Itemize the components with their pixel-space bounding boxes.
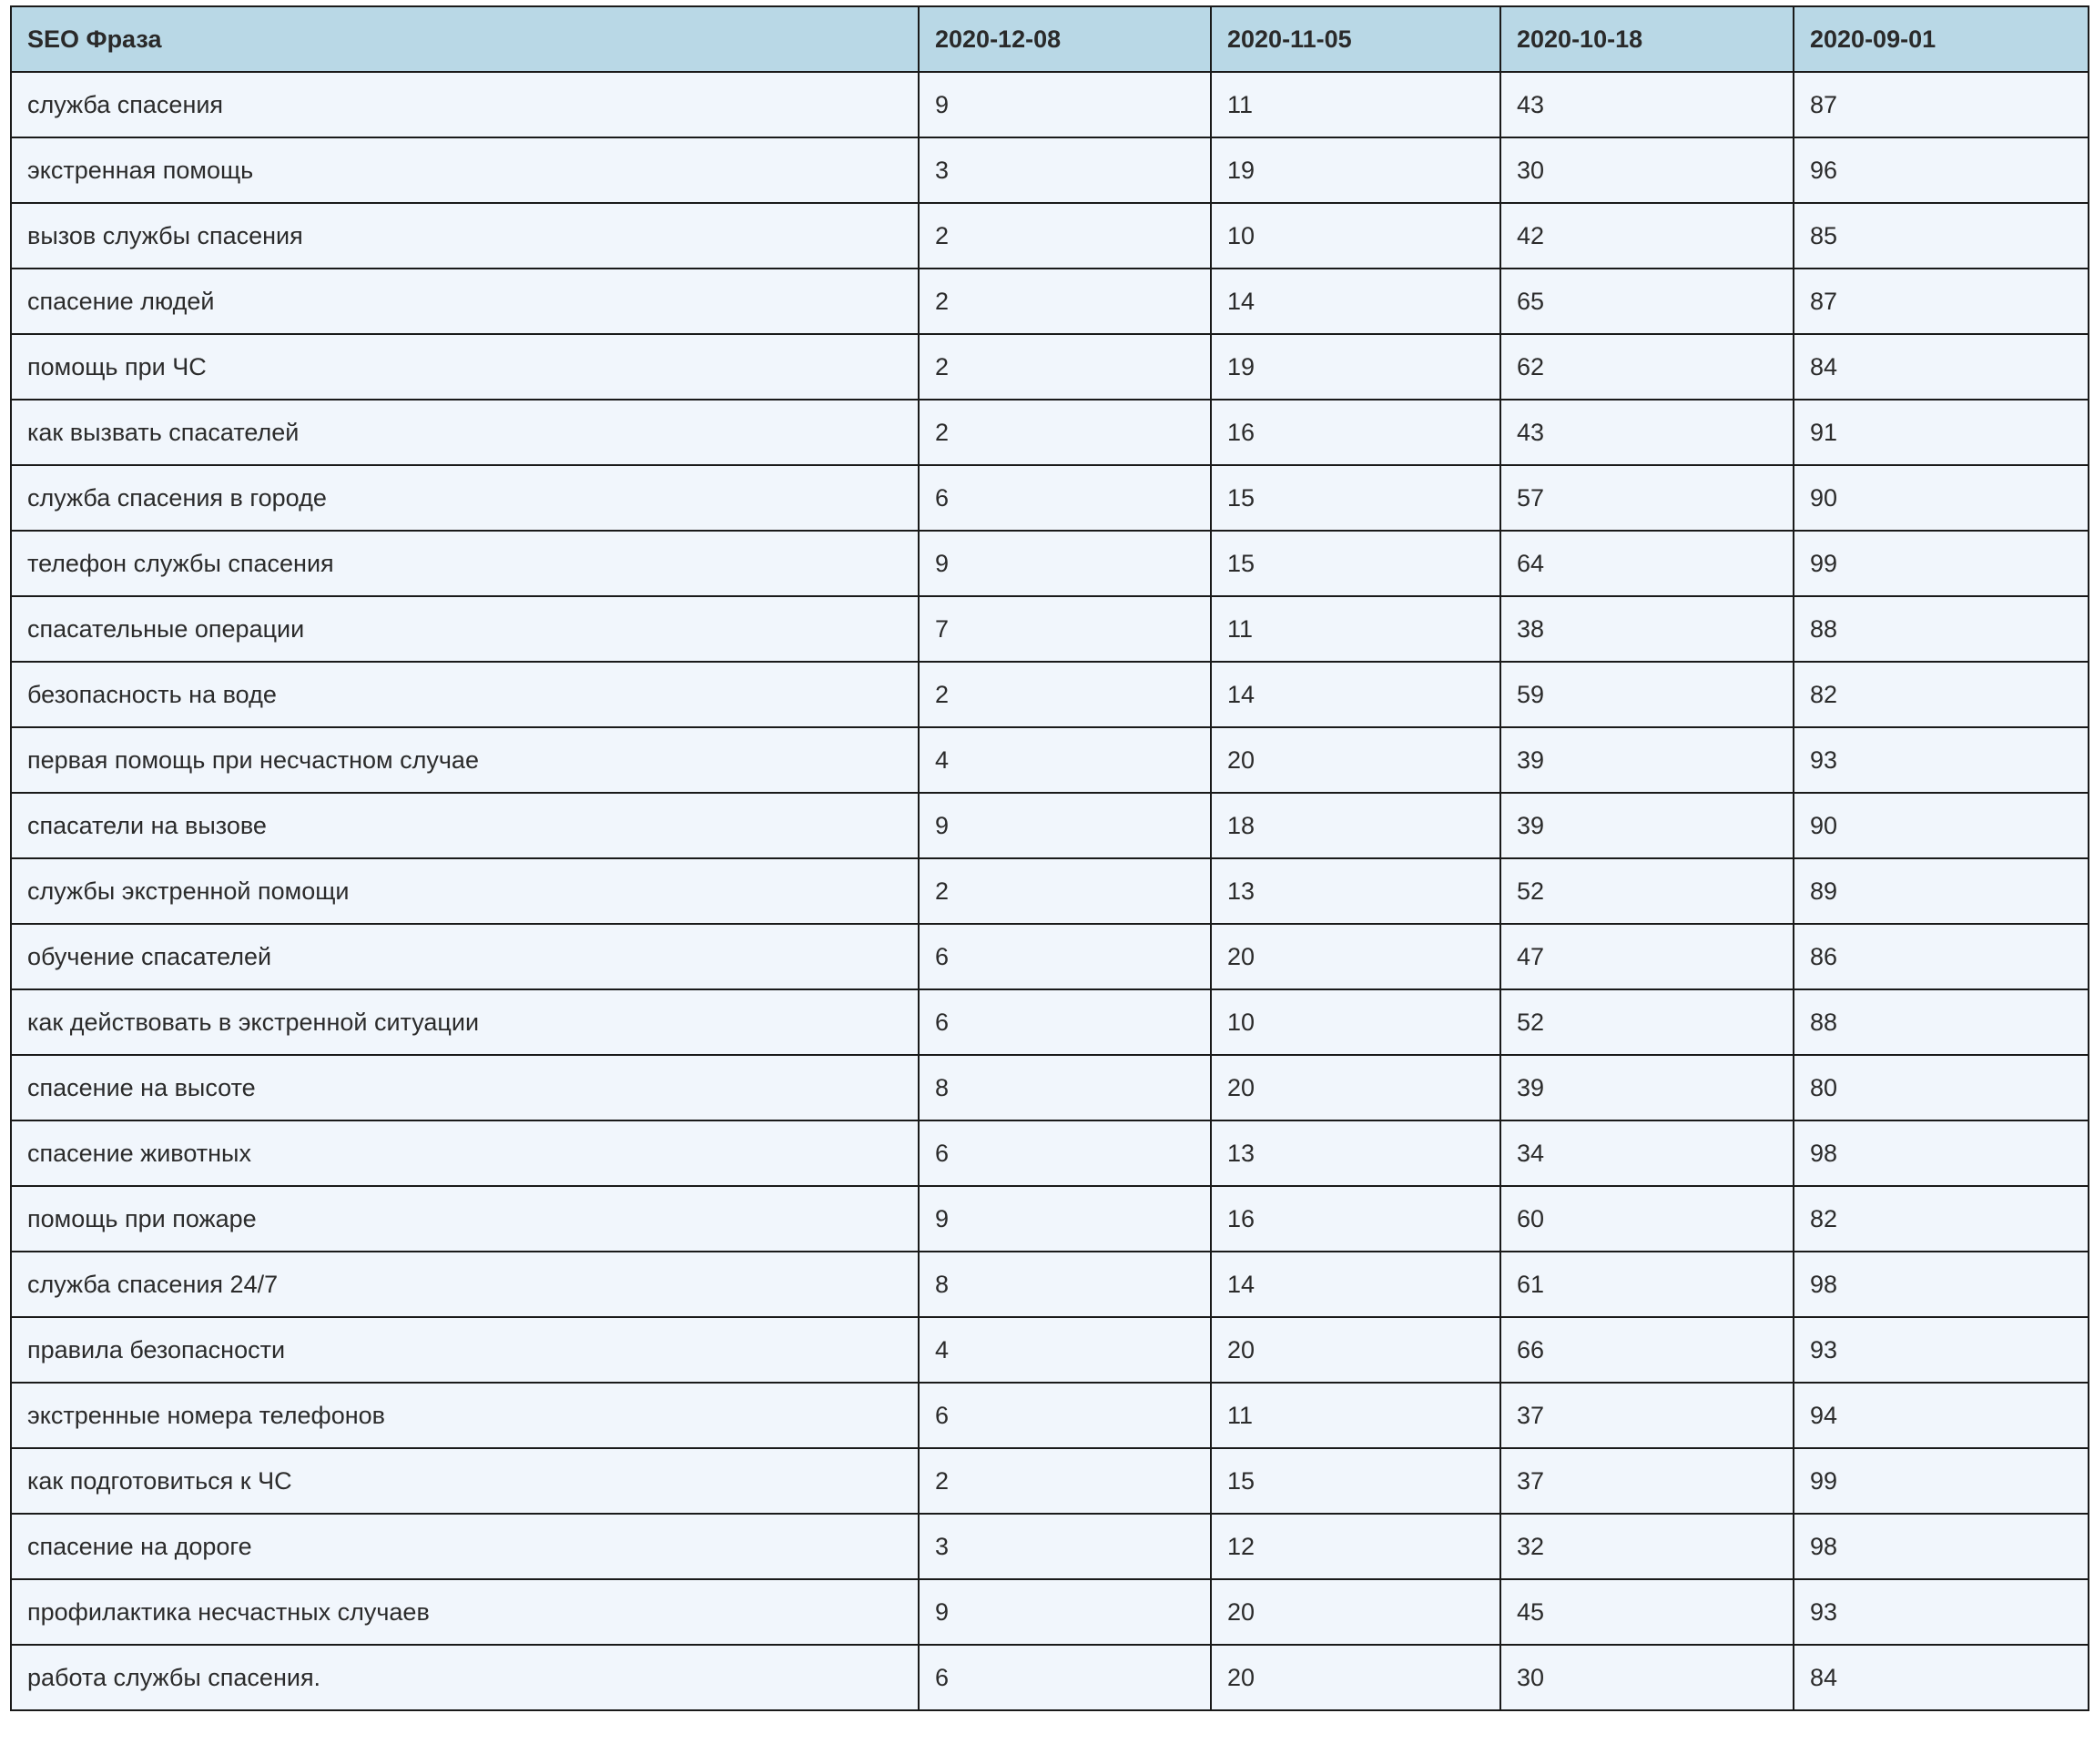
position-cell: 90 bbox=[1794, 465, 2089, 531]
table-row bbox=[11, 1186, 2089, 1252]
table-row bbox=[11, 793, 2089, 858]
position-cell: 2 bbox=[919, 858, 1211, 924]
position-cell: 9 bbox=[919, 1186, 1211, 1252]
table-row bbox=[11, 269, 2089, 334]
seo-phrase-cell: спасатели на вызове bbox=[11, 793, 919, 858]
position-cell: 86 bbox=[1794, 924, 2089, 989]
position-cell: 96 bbox=[1794, 137, 2089, 203]
position-cell: 88 bbox=[1794, 596, 2089, 662]
position-cell: 99 bbox=[1794, 1448, 2089, 1514]
seo-phrase-cell: как действовать в экстренной ситуации bbox=[11, 989, 919, 1055]
position-cell: 34 bbox=[1500, 1120, 1794, 1186]
position-cell: 9 bbox=[919, 531, 1211, 596]
position-cell: 84 bbox=[1794, 1645, 2089, 1710]
position-cell: 60 bbox=[1500, 1186, 1794, 1252]
position-cell: 98 bbox=[1794, 1514, 2089, 1579]
table-row bbox=[11, 1514, 2089, 1579]
position-cell: 98 bbox=[1794, 1120, 2089, 1186]
position-cell: 30 bbox=[1500, 1645, 1794, 1710]
seo-phrase-cell: спасение людей bbox=[11, 269, 919, 334]
position-cell: 6 bbox=[919, 465, 1211, 531]
position-cell: 7 bbox=[919, 596, 1211, 662]
position-cell: 89 bbox=[1794, 858, 2089, 924]
table-row bbox=[11, 596, 2089, 662]
position-cell: 39 bbox=[1500, 793, 1794, 858]
table-row bbox=[11, 1645, 2089, 1710]
table-row bbox=[11, 334, 2089, 400]
position-cell: 16 bbox=[1211, 1186, 1500, 1252]
position-cell: 80 bbox=[1794, 1055, 2089, 1120]
position-cell: 20 bbox=[1211, 924, 1500, 989]
seo-positions-table bbox=[10, 5, 2089, 1711]
position-cell: 65 bbox=[1500, 269, 1794, 334]
seo-phrase-cell: спасение на высоте bbox=[11, 1055, 919, 1120]
position-cell: 11 bbox=[1211, 596, 1500, 662]
column-header-date: 2020-09-01 bbox=[1794, 6, 2089, 72]
position-cell: 87 bbox=[1794, 269, 2089, 334]
position-cell: 15 bbox=[1211, 465, 1500, 531]
seo-phrase-cell: экстренная помощь bbox=[11, 137, 919, 203]
seo-phrase-cell: правила безопасности bbox=[11, 1317, 919, 1383]
seo-phrase-cell: служба спасения 24/7 bbox=[11, 1252, 919, 1317]
position-cell: 82 bbox=[1794, 1186, 2089, 1252]
seo-phrase-cell: обучение спасателей bbox=[11, 924, 919, 989]
position-cell: 10 bbox=[1211, 989, 1500, 1055]
position-cell: 3 bbox=[919, 137, 1211, 203]
table-row bbox=[11, 1579, 2089, 1645]
position-cell: 45 bbox=[1500, 1579, 1794, 1645]
position-cell: 13 bbox=[1211, 858, 1500, 924]
position-cell: 4 bbox=[919, 727, 1211, 793]
table-row bbox=[11, 858, 2089, 924]
position-cell: 20 bbox=[1211, 727, 1500, 793]
position-cell: 14 bbox=[1211, 1252, 1500, 1317]
seo-phrase-cell: экстренные номера телефонов bbox=[11, 1383, 919, 1448]
position-cell: 10 bbox=[1211, 203, 1500, 269]
seo-phrase-cell: помощь при пожаре bbox=[11, 1186, 919, 1252]
position-cell: 9 bbox=[919, 72, 1211, 137]
column-header-date: 2020-10-18 bbox=[1500, 6, 1794, 72]
seo-phrase-cell: как вызвать спасателей bbox=[11, 400, 919, 465]
position-cell: 6 bbox=[919, 1645, 1211, 1710]
position-cell: 18 bbox=[1211, 793, 1500, 858]
position-cell: 20 bbox=[1211, 1317, 1500, 1383]
position-cell: 39 bbox=[1500, 1055, 1794, 1120]
position-cell: 47 bbox=[1500, 924, 1794, 989]
position-cell: 12 bbox=[1211, 1514, 1500, 1579]
table-row bbox=[11, 531, 2089, 596]
table-row bbox=[11, 989, 2089, 1055]
position-cell: 90 bbox=[1794, 793, 2089, 858]
table-row bbox=[11, 1120, 2089, 1186]
table-row bbox=[11, 1317, 2089, 1383]
position-cell: 85 bbox=[1794, 203, 2089, 269]
table-row bbox=[11, 400, 2089, 465]
position-cell: 14 bbox=[1211, 269, 1500, 334]
position-cell: 43 bbox=[1500, 72, 1794, 137]
table-row bbox=[11, 1055, 2089, 1120]
position-cell: 20 bbox=[1211, 1645, 1500, 1710]
position-cell: 2 bbox=[919, 662, 1211, 727]
position-cell: 19 bbox=[1211, 137, 1500, 203]
position-cell: 14 bbox=[1211, 662, 1500, 727]
position-cell: 3 bbox=[919, 1514, 1211, 1579]
position-cell: 37 bbox=[1500, 1448, 1794, 1514]
position-cell: 93 bbox=[1794, 1579, 2089, 1645]
table-body bbox=[11, 72, 2089, 1710]
table-row bbox=[11, 662, 2089, 727]
position-cell: 32 bbox=[1500, 1514, 1794, 1579]
position-cell: 2 bbox=[919, 334, 1211, 400]
position-cell: 2 bbox=[919, 203, 1211, 269]
seo-phrase-cell: спасение на дороге bbox=[11, 1514, 919, 1579]
position-cell: 19 bbox=[1211, 334, 1500, 400]
position-cell: 16 bbox=[1211, 400, 1500, 465]
table-row bbox=[11, 1383, 2089, 1448]
seo-phrase-cell: спасательные операции bbox=[11, 596, 919, 662]
position-cell: 84 bbox=[1794, 334, 2089, 400]
seo-phrase-cell: службы экстренной помощи bbox=[11, 858, 919, 924]
position-cell: 9 bbox=[919, 1579, 1211, 1645]
seo-phrase-cell: вызов службы спасения bbox=[11, 203, 919, 269]
position-cell: 6 bbox=[919, 1120, 1211, 1186]
position-cell: 6 bbox=[919, 989, 1211, 1055]
position-cell: 30 bbox=[1500, 137, 1794, 203]
header-row bbox=[11, 6, 2089, 72]
position-cell: 43 bbox=[1500, 400, 1794, 465]
position-cell: 93 bbox=[1794, 727, 2089, 793]
position-cell: 9 bbox=[919, 793, 1211, 858]
position-cell: 98 bbox=[1794, 1252, 2089, 1317]
position-cell: 82 bbox=[1794, 662, 2089, 727]
position-cell: 8 bbox=[919, 1055, 1211, 1120]
seo-phrase-cell: служба спасения в городе bbox=[11, 465, 919, 531]
seo-phrase-cell: работа службы спасения. bbox=[11, 1645, 919, 1710]
position-cell: 6 bbox=[919, 1383, 1211, 1448]
position-cell: 13 bbox=[1211, 1120, 1500, 1186]
position-cell: 59 bbox=[1500, 662, 1794, 727]
seo-table-container bbox=[10, 5, 2088, 1711]
table-row bbox=[11, 924, 2089, 989]
position-cell: 2 bbox=[919, 1448, 1211, 1514]
column-header-seo-phrase: SEO Фраза bbox=[11, 6, 919, 72]
table-row bbox=[11, 203, 2089, 269]
position-cell: 11 bbox=[1211, 1383, 1500, 1448]
position-cell: 6 bbox=[919, 924, 1211, 989]
table-row bbox=[11, 465, 2089, 531]
position-cell: 64 bbox=[1500, 531, 1794, 596]
column-header-date: 2020-11-05 bbox=[1211, 6, 1500, 72]
position-cell: 52 bbox=[1500, 989, 1794, 1055]
position-cell: 15 bbox=[1211, 531, 1500, 596]
position-cell: 2 bbox=[919, 269, 1211, 334]
position-cell: 20 bbox=[1211, 1055, 1500, 1120]
position-cell: 93 bbox=[1794, 1317, 2089, 1383]
table-header bbox=[11, 6, 2089, 72]
position-cell: 42 bbox=[1500, 203, 1794, 269]
position-cell: 20 bbox=[1211, 1579, 1500, 1645]
position-cell: 37 bbox=[1500, 1383, 1794, 1448]
position-cell: 2 bbox=[919, 400, 1211, 465]
position-cell: 38 bbox=[1500, 596, 1794, 662]
position-cell: 8 bbox=[919, 1252, 1211, 1317]
seo-phrase-cell: профилактика несчастных случаев bbox=[11, 1579, 919, 1645]
position-cell: 94 bbox=[1794, 1383, 2089, 1448]
table-row bbox=[11, 727, 2089, 793]
position-cell: 39 bbox=[1500, 727, 1794, 793]
column-header-date: 2020-12-08 bbox=[919, 6, 1211, 72]
position-cell: 52 bbox=[1500, 858, 1794, 924]
position-cell: 15 bbox=[1211, 1448, 1500, 1514]
position-cell: 61 bbox=[1500, 1252, 1794, 1317]
position-cell: 66 bbox=[1500, 1317, 1794, 1383]
position-cell: 91 bbox=[1794, 400, 2089, 465]
seo-phrase-cell: телефон службы спасения bbox=[11, 531, 919, 596]
position-cell: 87 bbox=[1794, 72, 2089, 137]
table-row bbox=[11, 1448, 2089, 1514]
position-cell: 4 bbox=[919, 1317, 1211, 1383]
seo-phrase-cell: как подготовиться к ЧС bbox=[11, 1448, 919, 1514]
position-cell: 88 bbox=[1794, 989, 2089, 1055]
table-row bbox=[11, 137, 2089, 203]
position-cell: 57 bbox=[1500, 465, 1794, 531]
seo-phrase-cell: служба спасения bbox=[11, 72, 919, 137]
seo-phrase-cell: помощь при ЧС bbox=[11, 334, 919, 400]
position-cell: 62 bbox=[1500, 334, 1794, 400]
table-row bbox=[11, 1252, 2089, 1317]
seo-phrase-cell: первая помощь при несчастном случае bbox=[11, 727, 919, 793]
table-row bbox=[11, 72, 2089, 137]
position-cell: 99 bbox=[1794, 531, 2089, 596]
seo-phrase-cell: спасение животных bbox=[11, 1120, 919, 1186]
seo-phrase-cell: безопасность на воде bbox=[11, 662, 919, 727]
position-cell: 11 bbox=[1211, 72, 1500, 137]
